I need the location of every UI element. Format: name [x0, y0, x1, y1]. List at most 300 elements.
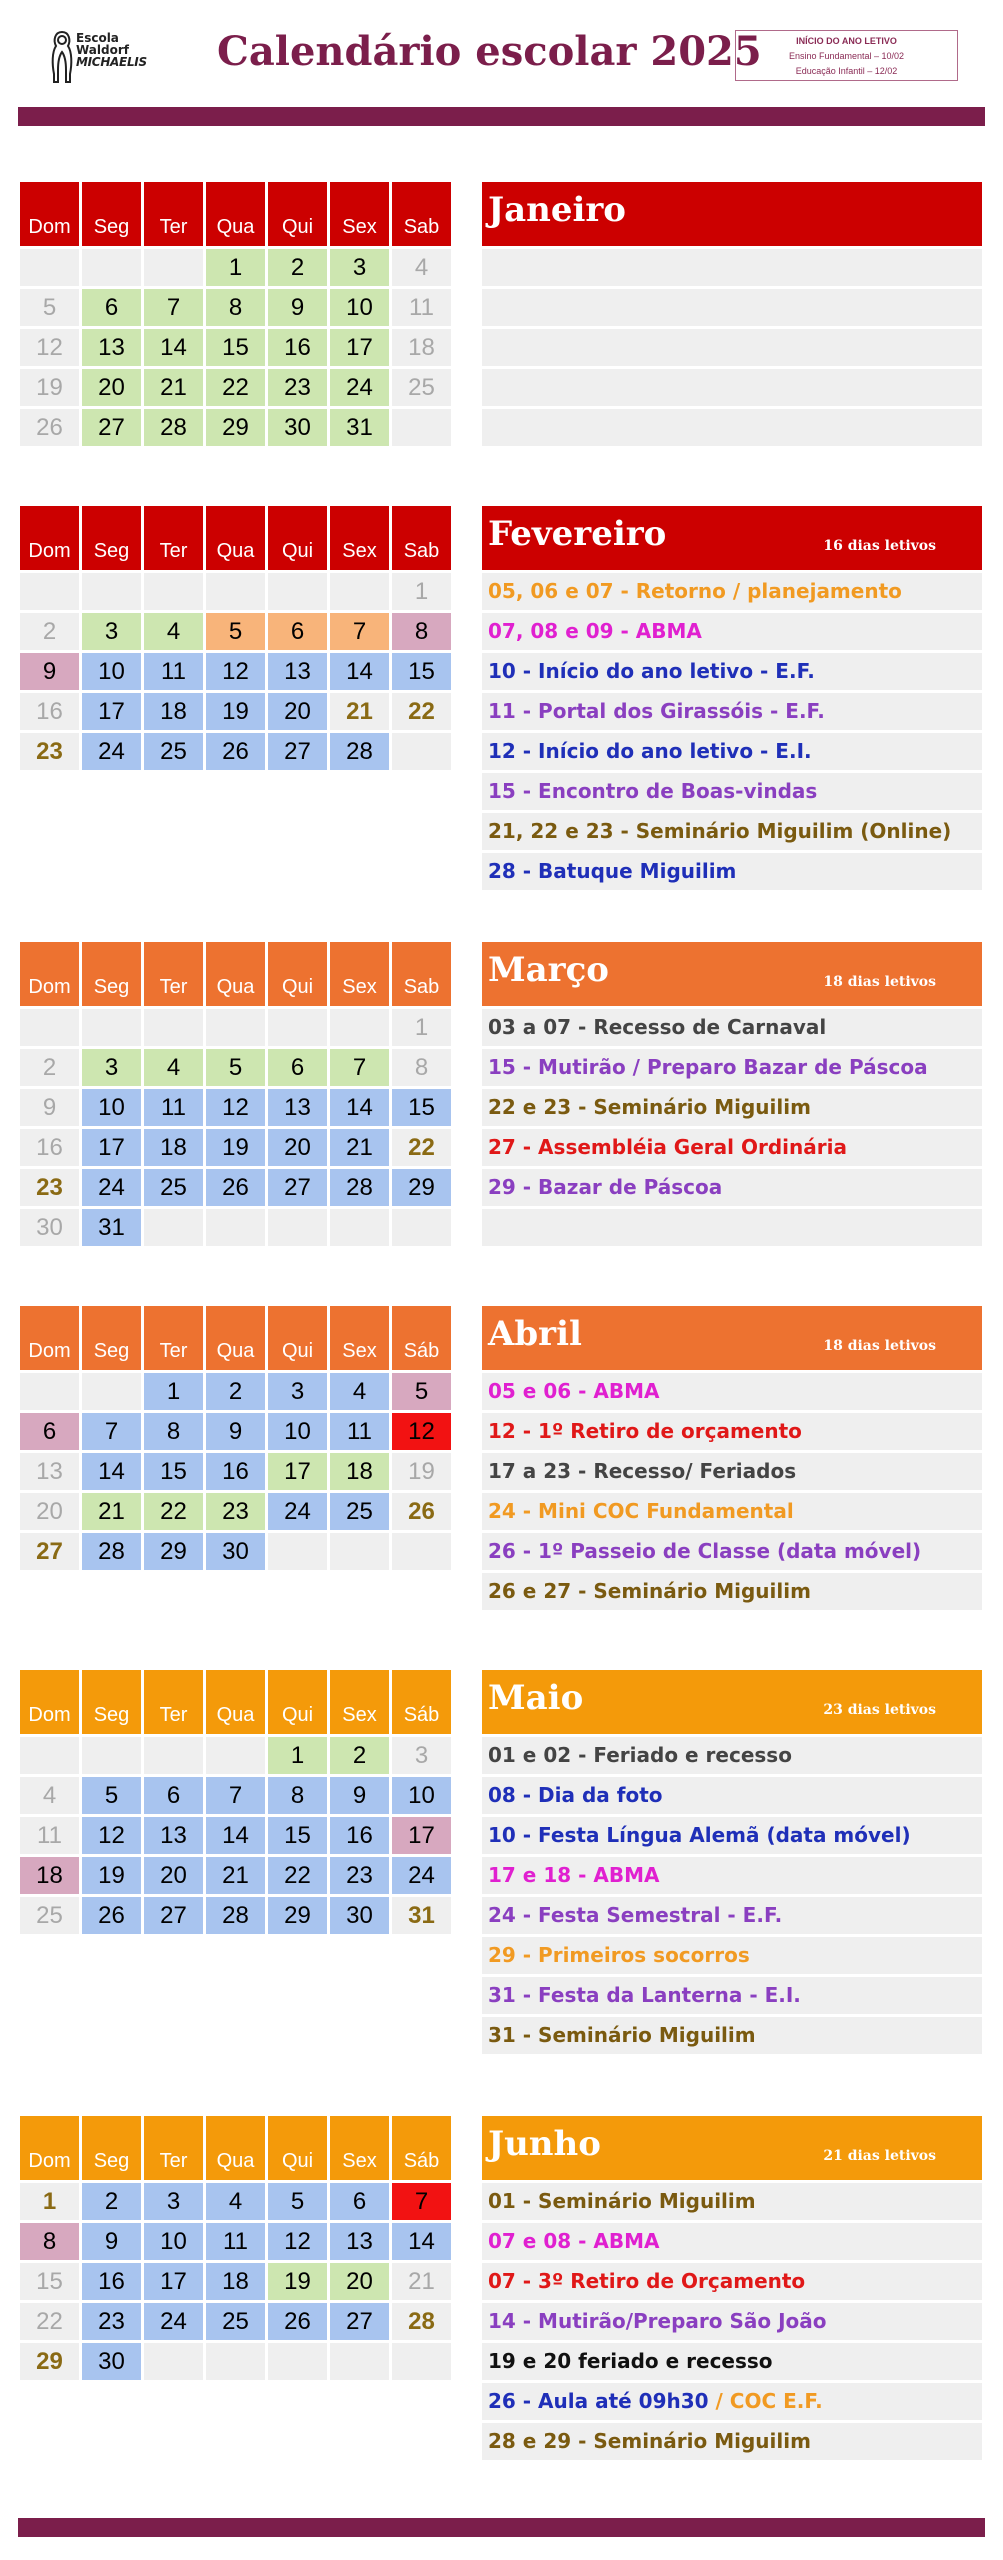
day-cell: 2 [20, 1049, 79, 1086]
day-cell: 1 [206, 249, 265, 286]
month-header [482, 1670, 982, 1734]
event-text: 14 - Mutirão/Preparo São João [488, 2309, 827, 2333]
month-name: Fevereiro [488, 514, 667, 554]
day-cell: 7 [206, 1777, 265, 1814]
calendar-grid [20, 1306, 454, 1573]
day-cell: 13 [330, 2223, 389, 2260]
week-row [20, 2183, 454, 2223]
day-cell: 2 [330, 1737, 389, 1774]
day-cell: 19 [392, 1453, 451, 1490]
day-cell: 19 [206, 693, 265, 730]
empty-day-cell [268, 2343, 327, 2380]
weekday-header: Seg [82, 506, 141, 570]
day-cell: 23 [20, 733, 79, 770]
weekday-header: Sab [392, 182, 451, 246]
day-cell: 26 [20, 409, 79, 446]
empty-event-row [482, 249, 982, 286]
event-row [482, 1493, 982, 1530]
day-cell: 18 [330, 1453, 389, 1490]
day-cell: 26 [82, 1897, 141, 1934]
week-row [20, 2343, 454, 2383]
day-cell: 9 [82, 2223, 141, 2260]
day-cell: 19 [206, 1129, 265, 1166]
week-row [20, 1049, 454, 1089]
event-row [482, 1533, 982, 1570]
day-cell: 18 [144, 1129, 203, 1166]
weekday-header: Sex [330, 506, 389, 570]
weekday-header: Ter [144, 2116, 203, 2180]
empty-day-cell [20, 1737, 79, 1774]
empty-day-cell [330, 2343, 389, 2380]
day-cell: 27 [268, 1169, 327, 1206]
day-cell: 3 [268, 1373, 327, 1410]
day-cell: 9 [330, 1777, 389, 1814]
weekday-header: Qua [206, 942, 265, 1006]
day-cell: 16 [20, 693, 79, 730]
week-row [20, 249, 454, 289]
weekday-header: Qua [206, 1670, 265, 1734]
empty-day-cell [82, 1373, 141, 1410]
weekday-header: Sab [392, 506, 451, 570]
week-row [20, 369, 454, 409]
day-cell: 14 [206, 1817, 265, 1854]
weekday-header-row [20, 1670, 454, 1737]
event-text: 17 e 18 - ABMA [488, 1863, 660, 1887]
event-text: 31 - Festa da Lanterna - E.I. [488, 1983, 801, 2007]
day-cell: 28 [330, 733, 389, 770]
day-cell: 8 [268, 1777, 327, 1814]
day-cell: 10 [268, 1413, 327, 1450]
day-cell: 17 [144, 2263, 203, 2300]
month-header [482, 1306, 982, 1370]
day-cell: 11 [392, 289, 451, 326]
weekday-header: Qua [206, 1306, 265, 1370]
weekday-header: Dom [20, 942, 79, 1006]
empty-day-cell [206, 573, 265, 610]
day-cell: 27 [330, 2303, 389, 2340]
event-text: 07 e 08 - ABMA [488, 2229, 660, 2253]
weekday-header-row [20, 182, 454, 249]
empty-day-cell [144, 573, 203, 610]
weekday-header: Qua [206, 182, 265, 246]
weekday-header-row [20, 506, 454, 573]
week-row [20, 733, 454, 773]
page-title: Calendário escolar 2025 [217, 28, 762, 75]
weekday-header: Sex [330, 2116, 389, 2180]
weekday-header: Dom [20, 506, 79, 570]
empty-day-cell [144, 249, 203, 286]
day-cell: 11 [206, 2223, 265, 2260]
day-cell: 14 [330, 1089, 389, 1126]
weekday-header: Dom [20, 2116, 79, 2180]
day-cell: 24 [392, 1857, 451, 1894]
weekday-header: Dom [20, 1670, 79, 1734]
event-row [482, 573, 982, 610]
day-cell: 23 [330, 1857, 389, 1894]
day-cell: 8 [392, 613, 451, 650]
day-cell: 8 [392, 1049, 451, 1086]
event-text-suffix: / COC E.F. [708, 2389, 823, 2413]
empty-event-row [482, 369, 982, 406]
day-cell: 11 [144, 1089, 203, 1126]
weekday-header: Qui [268, 2116, 327, 2180]
day-cell: 19 [82, 1857, 141, 1894]
day-cell: 11 [20, 1817, 79, 1854]
event-row [482, 813, 982, 850]
event-text: 19 e 20 feriado e recesso [488, 2349, 773, 2373]
day-cell: 25 [392, 369, 451, 406]
event-text: 01 - Seminário Miguilim [488, 2189, 756, 2213]
day-cell: 13 [144, 1817, 203, 1854]
empty-day-cell [268, 1533, 327, 1570]
week-row [20, 1169, 454, 1209]
empty-day-cell [330, 573, 389, 610]
day-cell: 1 [268, 1737, 327, 1774]
empty-day-cell [330, 1209, 389, 1246]
day-cell: 13 [82, 329, 141, 366]
day-cell: 12 [268, 2223, 327, 2260]
event-row [482, 2017, 982, 2054]
weekday-header: Qui [268, 506, 327, 570]
day-cell: 20 [268, 1129, 327, 1166]
day-cell: 5 [206, 613, 265, 650]
bottom-divider-bar [18, 2518, 985, 2537]
weekday-header: Ter [144, 942, 203, 1006]
day-cell: 24 [268, 1493, 327, 1530]
weekday-header: Qui [268, 182, 327, 246]
event-text: 10 - Início do ano letivo - E.F. [488, 659, 815, 683]
day-cell: 5 [82, 1777, 141, 1814]
day-cell: 29 [268, 1897, 327, 1934]
day-cell: 12 [206, 1089, 265, 1126]
day-cell: 11 [330, 1413, 389, 1450]
event-text: 12 - 1º Retiro de orçamento [488, 1419, 802, 1443]
week-row [20, 1209, 454, 1249]
day-cell: 15 [144, 1453, 203, 1490]
weekday-header: Sab [392, 942, 451, 1006]
month-name: Abril [488, 1314, 582, 1354]
event-row [482, 2303, 982, 2340]
day-cell: 15 [268, 1817, 327, 1854]
calendar-grid [20, 2116, 454, 2383]
event-row [482, 2383, 982, 2420]
day-cell: 6 [330, 2183, 389, 2220]
events-panel [482, 506, 982, 890]
weekday-header: Dom [20, 1306, 79, 1370]
notice-heading: INÍCIO DO ANO LETIVO [796, 36, 897, 46]
day-cell: 19 [268, 2263, 327, 2300]
event-text: 29 - Bazar de Páscoa [488, 1175, 723, 1199]
weekday-header: Ter [144, 506, 203, 570]
event-row [482, 1009, 982, 1046]
event-text: 21, 22 e 23 - Seminário Miguilim (Online) [488, 819, 952, 843]
event-text: 31 - Seminário Miguilim [488, 2023, 756, 2047]
day-cell: 21 [206, 1857, 265, 1894]
day-cell: 9 [268, 289, 327, 326]
empty-day-cell [268, 1209, 327, 1246]
day-cell: 20 [144, 1857, 203, 1894]
event-text: 15 - Mutirão / Preparo Bazar de Páscoa [488, 1055, 928, 1079]
empty-day-cell [20, 1009, 79, 1046]
school-days-count: 18 dias letivos [823, 1338, 936, 1354]
day-cell: 21 [330, 693, 389, 730]
logo-text [76, 32, 147, 68]
top-divider-bar [18, 107, 985, 126]
day-cell: 2 [268, 249, 327, 286]
day-cell: 26 [206, 733, 265, 770]
day-cell: 20 [82, 369, 141, 406]
event-row [482, 1453, 982, 1490]
event-text: 05 e 06 - ABMA [488, 1379, 660, 1403]
day-cell: 12 [206, 653, 265, 690]
weekday-header: Seg [82, 942, 141, 1006]
event-text: 28 e 29 - Seminário Miguilim [488, 2429, 811, 2453]
weekday-header-row [20, 1306, 454, 1373]
week-row [20, 1493, 454, 1533]
empty-event-row [482, 329, 982, 366]
day-cell: 7 [392, 2183, 451, 2220]
event-text: 15 - Encontro de Boas-vindas [488, 779, 818, 803]
day-cell: 6 [268, 613, 327, 650]
event-row [482, 1049, 982, 1086]
day-cell: 25 [330, 1493, 389, 1530]
day-cell: 16 [82, 2263, 141, 2300]
event-row [482, 773, 982, 810]
weekday-header: Qua [206, 506, 265, 570]
calendar-grid [20, 1670, 454, 1937]
day-cell: 6 [82, 289, 141, 326]
weekday-header: Sáb [392, 2116, 451, 2180]
day-cell: 22 [268, 1857, 327, 1894]
day-cell: 6 [268, 1049, 327, 1086]
day-cell: 17 [82, 1129, 141, 1166]
day-cell: 4 [144, 1049, 203, 1086]
event-row [482, 653, 982, 690]
week-row [20, 1737, 454, 1777]
empty-day-cell [20, 573, 79, 610]
calendar-grid [20, 506, 454, 773]
day-cell: 28 [206, 1897, 265, 1934]
weekday-header: Seg [82, 1306, 141, 1370]
day-cell: 1 [392, 1009, 451, 1046]
day-cell: 21 [82, 1493, 141, 1530]
day-cell: 3 [82, 613, 141, 650]
day-cell: 14 [144, 329, 203, 366]
day-cell: 13 [268, 653, 327, 690]
day-cell: 20 [330, 2263, 389, 2300]
week-row [20, 409, 454, 449]
day-cell: 4 [144, 613, 203, 650]
event-row [482, 1373, 982, 1410]
logo-line-1: Escola [76, 31, 119, 45]
day-cell: 27 [268, 733, 327, 770]
day-cell: 8 [144, 1413, 203, 1450]
empty-day-cell [144, 2343, 203, 2380]
event-text: 07, 08 e 09 - ABMA [488, 619, 702, 643]
day-cell: 10 [330, 289, 389, 326]
event-row [482, 2263, 982, 2300]
school-year-start-notice [735, 30, 958, 81]
event-row [482, 1857, 982, 1894]
event-row [482, 1169, 982, 1206]
day-cell: 27 [82, 409, 141, 446]
school-days-count: 23 dias letivos [823, 1702, 936, 1718]
school-days-count: 18 dias letivos [823, 974, 936, 990]
event-row [482, 1817, 982, 1854]
day-cell: 11 [144, 653, 203, 690]
weekday-header: Ter [144, 1670, 203, 1734]
day-cell: 26 [392, 1493, 451, 1530]
empty-day-cell [206, 1737, 265, 1774]
day-cell: 7 [330, 1049, 389, 1086]
day-cell: 30 [206, 1533, 265, 1570]
weekday-header: Sex [330, 182, 389, 246]
day-cell: 29 [206, 409, 265, 446]
event-text: 24 - Festa Semestral - E.F. [488, 1903, 783, 1927]
month-name: Maio [488, 1678, 584, 1718]
week-row [20, 2223, 454, 2263]
week-row [20, 613, 454, 653]
day-cell: 27 [20, 1533, 79, 1570]
day-cell: 22 [392, 693, 451, 730]
week-row [20, 693, 454, 733]
day-cell: 8 [206, 289, 265, 326]
event-text: 12 - Início do ano letivo - E.I. [488, 739, 812, 763]
day-cell: 21 [144, 369, 203, 406]
weekday-header: Seg [82, 1670, 141, 1734]
day-cell: 30 [20, 1209, 79, 1246]
day-cell: 15 [392, 1089, 451, 1126]
day-cell: 25 [206, 2303, 265, 2340]
week-row [20, 1413, 454, 1453]
event-row [482, 1977, 982, 2014]
day-cell: 3 [392, 1737, 451, 1774]
day-cell: 3 [82, 1049, 141, 1086]
school-days-count: 16 dias letivos [823, 538, 936, 554]
day-cell: 1 [144, 1373, 203, 1410]
event-text: 11 - Portal dos Girassóis - E.F. [488, 699, 825, 723]
month-name: Março [488, 950, 609, 990]
event-row [482, 1737, 982, 1774]
event-row [482, 1937, 982, 1974]
month-header [482, 942, 982, 1006]
month-header [482, 2116, 982, 2180]
empty-day-cell [82, 1009, 141, 1046]
day-cell: 18 [144, 693, 203, 730]
logo-figure-icon [50, 30, 74, 84]
event-row [482, 613, 982, 650]
events-panel [482, 942, 982, 1246]
event-row [482, 733, 982, 770]
day-cell: 28 [330, 1169, 389, 1206]
day-cell: 1 [392, 573, 451, 610]
day-cell: 23 [268, 369, 327, 406]
day-cell: 24 [330, 369, 389, 406]
day-cell: 24 [82, 733, 141, 770]
event-text: 17 a 23 - Recesso/ Feriados [488, 1459, 797, 1483]
day-cell: 29 [392, 1169, 451, 1206]
day-cell: 7 [330, 613, 389, 650]
day-cell: 22 [144, 1493, 203, 1530]
event-text: 08 - Dia da foto [488, 1783, 663, 1807]
day-cell: 2 [82, 2183, 141, 2220]
event-text: 26 - 1º Passeio de Classe (data móvel) [488, 1539, 922, 1563]
school-days-count: 21 dias letivos [823, 2148, 936, 2164]
week-row [20, 1089, 454, 1129]
month-name: Junho [488, 2124, 601, 2164]
day-cell: 22 [206, 369, 265, 406]
day-cell: 10 [144, 2223, 203, 2260]
day-cell: 1 [20, 2183, 79, 2220]
week-row [20, 289, 454, 329]
week-row [20, 1897, 454, 1937]
day-cell: 4 [20, 1777, 79, 1814]
day-cell: 17 [82, 693, 141, 730]
day-cell: 19 [20, 369, 79, 406]
weekday-header: Qui [268, 1306, 327, 1370]
event-row [482, 1089, 982, 1126]
notice-infantil: Educação Infantil – 12/02 [795, 66, 898, 76]
week-row [20, 1129, 454, 1169]
day-cell: 20 [20, 1493, 79, 1530]
weekday-header: Dom [20, 182, 79, 246]
day-cell: 7 [82, 1413, 141, 1450]
event-text: 10 - Festa Língua Alemã (data móvel) [488, 1823, 911, 1847]
day-cell: 23 [20, 1169, 79, 1206]
day-cell: 22 [20, 2303, 79, 2340]
empty-day-cell [82, 1737, 141, 1774]
day-cell: 22 [392, 1129, 451, 1166]
events-panel [482, 182, 982, 446]
day-cell: 15 [206, 329, 265, 366]
events-panel [482, 1670, 982, 2054]
day-cell: 5 [268, 2183, 327, 2220]
weekday-header: Qua [206, 2116, 265, 2180]
day-cell: 17 [392, 1817, 451, 1854]
day-cell: 12 [392, 1413, 451, 1450]
weekday-header: Sex [330, 1670, 389, 1734]
day-cell: 28 [392, 2303, 451, 2340]
calendar-grid [20, 942, 454, 1249]
month-name: Janeiro [488, 190, 626, 230]
day-cell: 10 [82, 653, 141, 690]
empty-day-cell [392, 733, 451, 770]
day-cell: 9 [206, 1413, 265, 1450]
event-text: 07 - 3º Retiro de Orçamento [488, 2269, 806, 2293]
weekday-header: Qui [268, 942, 327, 1006]
month-header [482, 506, 982, 570]
events-panel [482, 2116, 982, 2460]
week-row [20, 1817, 454, 1857]
day-cell: 31 [330, 409, 389, 446]
day-cell: 16 [268, 329, 327, 366]
day-cell: 5 [20, 289, 79, 326]
day-cell: 25 [144, 1169, 203, 1206]
empty-day-cell [392, 409, 451, 446]
empty-event-row [482, 409, 982, 446]
event-text: 28 - Batuque Miguilim [488, 859, 737, 883]
week-row [20, 1453, 454, 1493]
empty-day-cell [392, 1533, 451, 1570]
day-cell: 10 [82, 1089, 141, 1126]
weekday-header: Qui [268, 1670, 327, 1734]
day-cell: 29 [144, 1533, 203, 1570]
event-row [482, 2423, 982, 2460]
weekday-header: Seg [82, 182, 141, 246]
weekday-header: Sáb [392, 1670, 451, 1734]
event-row [482, 2223, 982, 2260]
day-cell: 21 [330, 1129, 389, 1166]
